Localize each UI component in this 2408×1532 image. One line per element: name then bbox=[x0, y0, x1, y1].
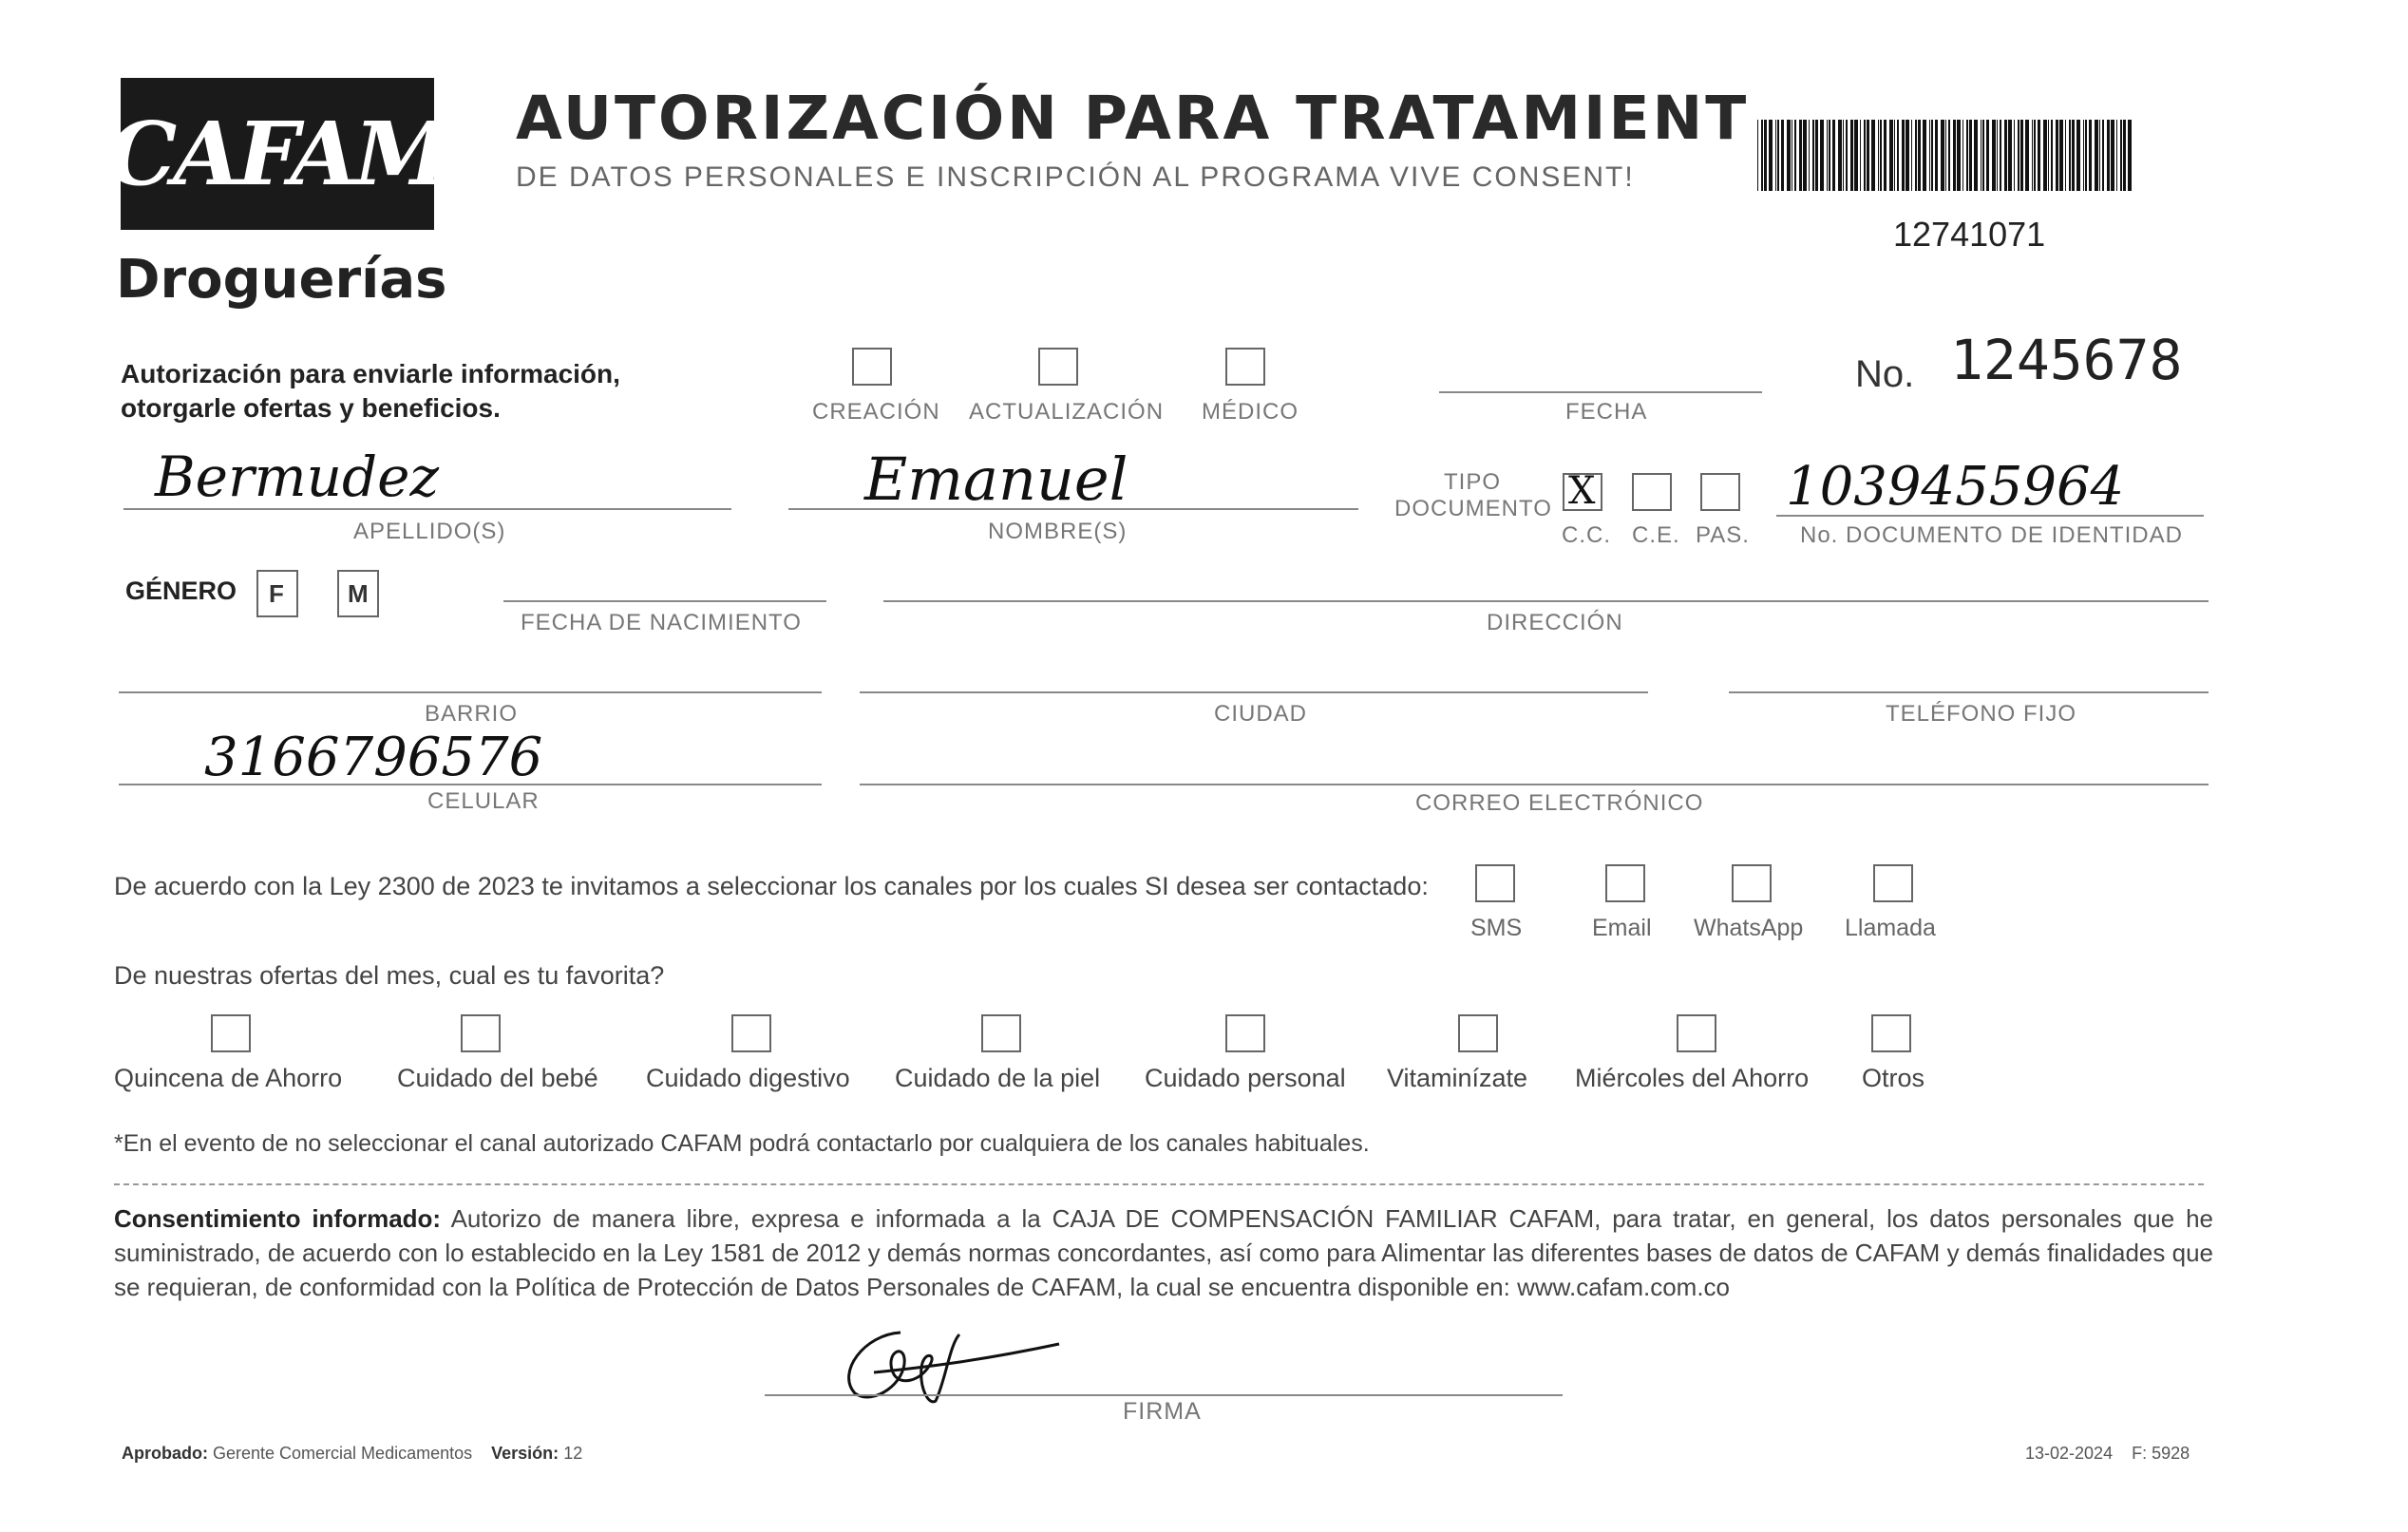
barcode-bar bbox=[2025, 120, 2029, 191]
barcode-bar bbox=[1986, 120, 1989, 191]
consent-paragraph bbox=[114, 1201, 2213, 1304]
barcode-bar bbox=[1906, 120, 1909, 191]
apellidos-line bbox=[123, 508, 731, 510]
genero-f-checkbox[interactable] bbox=[256, 570, 298, 617]
oferta-bebe-checkbox[interactable] bbox=[461, 1014, 501, 1052]
oferta-vitaminizate-label: Vitaminízate bbox=[1387, 1064, 1528, 1092]
footer-right bbox=[2025, 1444, 2190, 1464]
oferta-vitaminizate-checkbox[interactable] bbox=[1458, 1014, 1498, 1052]
nombre-line bbox=[788, 508, 1358, 510]
barcode-bar bbox=[1843, 120, 1844, 191]
fecha-nacimiento-label: FECHA DE NACIMIENTO bbox=[521, 610, 802, 635]
barcode-bar bbox=[2051, 120, 2053, 191]
barcode-bar bbox=[1894, 120, 1895, 191]
email-checkbox[interactable] bbox=[1605, 864, 1645, 902]
aprobado-value: Gerente Comercial Medicamentos bbox=[213, 1444, 473, 1463]
consent-body: Autorizo de manera libre, expresa e informada a la CAJA DE COMPENSACIÓN FAMILIAR CAFAM, para tratar, en general, los datos personales que he suministrado, de acuerdo con lo establecido en la Ley 1581 de 2012 y demás normas concordantes, así como para Alimentar las diferentes bases de datos de CAFAM y demás finalidades que se requieran, de conformidad con la Política de Protección de Datos Personales de CAFAM, la cual se encuentra disponible en: www.cafam.com.co bbox=[114, 1204, 2214, 1301]
oferta-quincena-label: Quincena de Ahorro bbox=[114, 1064, 343, 1092]
form-number-label: No. bbox=[1855, 353, 1915, 395]
signature-mark bbox=[817, 1315, 1064, 1415]
barcode-bar bbox=[2111, 120, 2114, 191]
barcode-bar bbox=[1953, 120, 1956, 191]
actualizacion-checkbox[interactable] bbox=[1038, 348, 1078, 386]
sms-label: SMS bbox=[1470, 915, 1523, 941]
genero-f-label: F bbox=[269, 579, 284, 608]
consent-heading: Consentimiento informado: bbox=[114, 1204, 442, 1233]
barcode-bar bbox=[2014, 120, 2015, 191]
version-label: Versión: bbox=[491, 1444, 559, 1463]
doc-number-label: No. DOCUMENTO DE IDENTIDAD bbox=[1800, 522, 2183, 548]
barcode-bar bbox=[1889, 120, 1893, 191]
cc-checkbox[interactable] bbox=[1563, 469, 1602, 513]
tipo-doc-label-2: DOCUMENTO bbox=[1394, 496, 1552, 521]
barcode-bar bbox=[1923, 120, 1926, 191]
barcode-bar bbox=[1969, 120, 1972, 191]
barcode-number: 12741071 bbox=[1893, 215, 2046, 254]
form-title: AUTORIZACIÓN PARA TRATAMIENT bbox=[516, 84, 1750, 153]
whatsapp-checkbox[interactable] bbox=[1732, 864, 1772, 902]
nombre-value[interactable]: Emanuel bbox=[864, 444, 1128, 514]
barcode-bar bbox=[2032, 120, 2033, 191]
barcode-bar bbox=[2004, 120, 2007, 191]
tipo-doc-label-1: TIPO bbox=[1444, 469, 1502, 495]
barcode-bar bbox=[1982, 120, 1984, 191]
barcode bbox=[1757, 120, 2133, 191]
signature-label: FIRMA bbox=[1123, 1398, 1202, 1425]
barcode-bar bbox=[2048, 120, 2049, 191]
barcode-bar bbox=[1911, 120, 1912, 191]
barcode-bar bbox=[2123, 120, 2126, 191]
whatsapp-label: WhatsApp bbox=[1694, 915, 1804, 941]
actualizacion-label: ACTUALIZACIÓN bbox=[969, 399, 1165, 425]
section-divider bbox=[114, 1183, 2204, 1185]
ce-label: C.E. bbox=[1632, 522, 1680, 548]
barcode-bar bbox=[1902, 120, 1905, 191]
barcode-bar bbox=[1846, 120, 1848, 191]
barcode-bar bbox=[1781, 120, 1784, 191]
barcode-bar bbox=[1884, 120, 1887, 191]
barcode-bar bbox=[2107, 120, 2110, 191]
barcode-bar bbox=[1935, 120, 1938, 191]
barcode-bar bbox=[1838, 120, 1842, 191]
barcode-bar bbox=[1815, 120, 1818, 191]
oferta-quincena-checkbox[interactable] bbox=[211, 1014, 251, 1052]
medico-checkbox[interactable] bbox=[1225, 348, 1265, 386]
barcode-bar bbox=[1915, 120, 1917, 191]
barcode-bar bbox=[1929, 120, 1930, 191]
barcode-bar bbox=[1761, 120, 1763, 191]
fecha-line[interactable] bbox=[1439, 391, 1762, 393]
telefono-fijo-line[interactable] bbox=[1729, 691, 2209, 693]
barcode-bar bbox=[1945, 120, 1946, 191]
barcode-bar bbox=[1878, 120, 1879, 191]
form-subtitle: DE DATOS PERSONALES E INSCRIPCIÓN AL PROGRAMA VIVE CONSENT! bbox=[516, 161, 1635, 193]
creacion-label: CREACIÓN bbox=[812, 399, 940, 425]
barcode-bar bbox=[2072, 120, 2075, 191]
barcode-bar bbox=[2116, 120, 2117, 191]
doc-number-line bbox=[1776, 515, 2204, 517]
barcode-bar bbox=[1764, 120, 1767, 191]
barcode-bar bbox=[2083, 120, 2084, 191]
barcode-bar bbox=[1966, 120, 1968, 191]
email-label: Email bbox=[1592, 915, 1652, 941]
oferta-piel-checkbox[interactable] bbox=[981, 1014, 1021, 1052]
barcode-bar bbox=[1962, 120, 1963, 191]
signature-line[interactable] bbox=[765, 1394, 1563, 1396]
footer-code: F: 5928 bbox=[2132, 1444, 2190, 1463]
barcode-bar bbox=[1871, 120, 1875, 191]
barcode-bar bbox=[1880, 120, 1882, 191]
oferta-bebe-label: Cuidado del bebé bbox=[397, 1064, 598, 1092]
direccion-line[interactable] bbox=[883, 600, 2209, 602]
barcode-bar bbox=[2120, 120, 2122, 191]
barcode-bar bbox=[2089, 120, 2092, 191]
apellidos-value[interactable]: Bermudez bbox=[155, 444, 440, 509]
pas-checkbox[interactable] bbox=[1700, 473, 1740, 511]
ciudad-label: CIUDAD bbox=[1214, 701, 1308, 727]
barcode-bar bbox=[1897, 120, 1899, 191]
barcode-bar bbox=[1803, 120, 1807, 191]
pas-label: PAS. bbox=[1696, 522, 1750, 548]
cc-check-mark: X bbox=[1568, 469, 1596, 513]
oferta-miercoles-checkbox[interactable] bbox=[1677, 1014, 1716, 1052]
celular-value[interactable]: 3166796576 bbox=[204, 727, 543, 788]
barcode-bar bbox=[2128, 120, 2132, 191]
barcode-bar bbox=[1854, 120, 1858, 191]
barcode-bar bbox=[1860, 120, 1861, 191]
aprobado-label: Aprobado: bbox=[122, 1444, 208, 1463]
barcode-bar bbox=[1809, 120, 1810, 191]
fecha-nacimiento-line[interactable] bbox=[503, 600, 826, 602]
barcode-bar bbox=[2095, 120, 2098, 191]
barcode-bar bbox=[2085, 120, 2087, 191]
barcode-bar bbox=[1948, 120, 1950, 191]
barcode-bar bbox=[1832, 120, 1835, 191]
cc-label: C.C. bbox=[1562, 522, 1611, 548]
barcode-bar bbox=[1812, 120, 1814, 191]
intro-line-2: otorgarle ofertas y beneficios. bbox=[121, 393, 501, 423]
barcode-bar bbox=[2034, 120, 2036, 191]
barcode-bar bbox=[1974, 120, 1978, 191]
barrio-line[interactable] bbox=[119, 691, 822, 693]
barcode-bar bbox=[1757, 120, 1758, 191]
barcode-bar bbox=[2018, 120, 2019, 191]
ciudad-line[interactable] bbox=[860, 691, 1648, 693]
barcode-bar bbox=[1864, 120, 1866, 191]
doc-number-value[interactable]: 1039455964 bbox=[1786, 456, 2125, 518]
barcode-bar bbox=[1787, 120, 1791, 191]
medico-label: MÉDICO bbox=[1202, 399, 1299, 425]
barcode-bar bbox=[1820, 120, 1824, 191]
form-number-value: 1245678 bbox=[1950, 328, 2183, 392]
barcode-bar bbox=[1775, 120, 1776, 191]
barcode-bar bbox=[1769, 120, 1773, 191]
barcode-bar bbox=[2076, 120, 2080, 191]
barcode-bar bbox=[1799, 120, 1802, 191]
barcode-bar bbox=[2065, 120, 2066, 191]
barrio-label: BARRIO bbox=[425, 701, 519, 727]
genero-label: GÉNERO bbox=[125, 577, 237, 605]
note-text: *En el evento de no seleccionar el canal autorizado CAFAM podrá contactarlo por cualquiera de los canales habituales. bbox=[114, 1130, 1370, 1157]
correo-label: CORREO ELECTRÓNICO bbox=[1415, 790, 1704, 816]
celular-label: CELULAR bbox=[427, 788, 540, 814]
oferta-piel-label: Cuidado de la piel bbox=[895, 1064, 1101, 1092]
barcode-bar bbox=[1777, 120, 1779, 191]
intro-line-1: Autorización para enviarle información, bbox=[121, 359, 620, 388]
barcode-bar bbox=[1918, 120, 1921, 191]
llamada-checkbox[interactable] bbox=[1873, 864, 1913, 902]
barcode-bar bbox=[1850, 120, 1853, 191]
barcode-bar bbox=[2020, 120, 2023, 191]
barcode-bar bbox=[1827, 120, 1828, 191]
barcode-bar bbox=[1997, 120, 1998, 191]
barcode-bar bbox=[2056, 120, 2058, 191]
genero-m-checkbox[interactable] bbox=[337, 570, 379, 617]
footer-left bbox=[122, 1444, 582, 1464]
llamada-label: Llamada bbox=[1845, 915, 1936, 941]
barcode-bar bbox=[2069, 120, 2071, 191]
barcode-bar bbox=[2099, 120, 2100, 191]
barcode-bar bbox=[1867, 120, 1869, 191]
creacion-checkbox[interactable] bbox=[852, 348, 892, 386]
genero-m-label: M bbox=[348, 579, 369, 608]
ofertas-question: De nuestras ofertas del mes, cual es tu favorita? bbox=[114, 961, 665, 990]
correo-line[interactable] bbox=[860, 784, 2209, 785]
sms-checkbox[interactable] bbox=[1475, 864, 1515, 902]
barcode-bar bbox=[1992, 120, 1996, 191]
barcode-bar bbox=[2038, 120, 2040, 191]
telefono-fijo-label: TELÉFONO FIJO bbox=[1886, 701, 2077, 727]
celular-line bbox=[119, 784, 822, 785]
oferta-otros-checkbox[interactable] bbox=[1871, 1014, 1911, 1052]
nombre-label: NOMBRE(S) bbox=[988, 519, 1128, 544]
oferta-digestivo-checkbox[interactable] bbox=[731, 1014, 771, 1052]
brand-subtitle: Droguerías bbox=[116, 249, 447, 311]
barcode-bar bbox=[2000, 120, 2001, 191]
cafam-logo: CAFAM bbox=[121, 78, 434, 230]
fecha-label: FECHA bbox=[1565, 399, 1648, 425]
barcode-bar bbox=[2102, 120, 2104, 191]
footer-date: 13-02-2024 bbox=[2025, 1444, 2114, 1463]
barcode-bar bbox=[1794, 120, 1796, 191]
barcode-bar bbox=[1957, 120, 1961, 191]
oferta-personal-label: Cuidado personal bbox=[1145, 1064, 1346, 1092]
direccion-label: DIRECCIÓN bbox=[1487, 610, 1623, 635]
apellidos-label: APELLIDO(S) bbox=[353, 519, 506, 544]
barcode-bar bbox=[1829, 120, 1830, 191]
ce-checkbox[interactable] bbox=[1632, 473, 1672, 511]
oferta-digestivo-label: Cuidado digestivo bbox=[646, 1064, 850, 1092]
oferta-otros-label: Otros bbox=[1862, 1064, 1925, 1092]
barcode-bar bbox=[2043, 120, 2047, 191]
oferta-miercoles-label: Miércoles del Ahorro bbox=[1575, 1064, 1810, 1092]
barcode-bar bbox=[1941, 120, 1944, 191]
version-value: 12 bbox=[563, 1444, 583, 1463]
barcode-bar bbox=[1931, 120, 1933, 191]
canales-question: De acuerdo con la Ley 2300 de 2023 te invitamos a seleccionar los canales por los cuales SI desea ser contactado: bbox=[114, 872, 1429, 900]
barcode-bar bbox=[2008, 120, 2012, 191]
oferta-personal-checkbox[interactable] bbox=[1225, 1014, 1265, 1052]
barcode-bar bbox=[2059, 120, 2063, 191]
